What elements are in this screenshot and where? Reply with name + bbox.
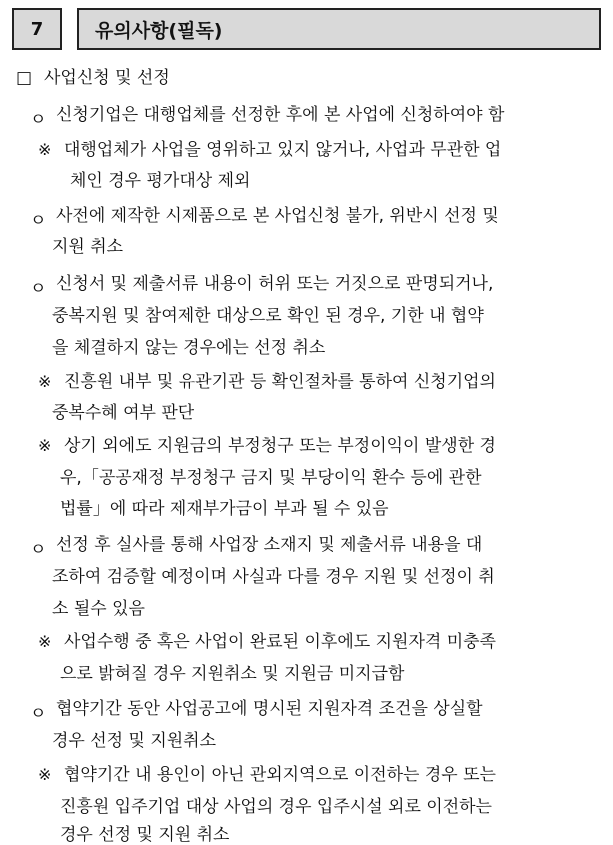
note-line: 대행업체가 사업을 영위하고 있지 않거나, 사업과 무관한 업: [64, 140, 502, 160]
note-line: 상기 외에도 지원금의 부정청구 또는 부정이익이 발생한 경: [64, 436, 496, 456]
circle-bullet-icon: ㅇ: [30, 110, 47, 130]
section-title-box: [77, 8, 601, 50]
circle-bullet-icon: ㅇ: [30, 540, 47, 560]
item-line: 신청기업은 대행업체를 선정한 후에 본 사업에 신청하여야 함: [56, 105, 505, 125]
note-reference-icon: ※: [38, 436, 52, 455]
note-line: 진흥원 입주기업 대상 사업의 경우 입주시설 외로 이전하는: [60, 797, 492, 817]
note-reference-icon: ※: [38, 765, 52, 784]
note-line: 법률」에 따라 제재부가금이 부과 될 수 있음: [60, 499, 389, 519]
section-title: 유의사항(필독): [95, 19, 223, 42]
note-line: 우,「공공재정 부정청구 금지 및 부당이익 환수 등에 관한: [60, 468, 482, 488]
note-reference-icon: ※: [38, 140, 52, 159]
circle-bullet-icon: ㅇ: [30, 704, 47, 724]
item-line: 소 될수 있음: [52, 599, 145, 619]
item-line: 지원 취소: [52, 237, 124, 257]
square-bullet-icon: □: [16, 68, 33, 88]
item-line: 선정 후 실사를 통해 사업장 소재지 및 제출서류 내용을 대: [56, 535, 483, 555]
note-line: 체인 경우 평가대상 제외: [70, 171, 251, 191]
item-line: 협약기간 동안 사업공고에 명시된 지원자격 조건을 상실할: [56, 699, 483, 719]
note-line: 으로 밝혀질 경우 지원취소 및 지원금 미지급함: [60, 664, 405, 684]
note-reference-icon: ※: [38, 632, 52, 651]
item-line: 사전에 제작한 시제품으로 본 사업신청 불가, 위반시 선정 및: [56, 206, 499, 226]
section-number: 7: [30, 18, 44, 40]
subsection-title: 사업신청 및 선정: [44, 68, 170, 88]
note-line: 사업수행 중 혹은 사업이 완료된 이후에도 지원자격 미충족: [64, 632, 496, 652]
circle-bullet-icon: ㅇ: [30, 211, 47, 231]
note-line: 협약기간 내 용인이 아닌 관외지역으로 이전하는 경우 또는: [64, 765, 496, 785]
note-reference-icon: ※: [38, 372, 52, 391]
note-line: 진흥원 내부 및 유관기관 등 확인절차를 통하여 신청기업의: [64, 372, 496, 392]
note-line: 중복수혜 여부 판단: [52, 403, 195, 423]
item-line: 을 체결하지 않는 경우에는 선정 취소: [52, 338, 326, 358]
item-line: 신청서 및 제출서류 내용이 허위 또는 거짓으로 판명되거나,: [56, 274, 494, 294]
note-line: 경우 선정 및 지원 취소: [60, 825, 230, 845]
circle-bullet-icon: ㅇ: [30, 279, 47, 299]
item-line: 경우 선정 및 지원취소: [52, 731, 217, 751]
item-line: 조하여 검증할 예정이며 사실과 다를 경우 지원 및 선정이 취: [52, 567, 495, 587]
item-line: 중복지원 및 참여제한 대상으로 확인 된 경우, 기한 내 협약: [52, 306, 484, 326]
section-number-box: [12, 8, 62, 50]
